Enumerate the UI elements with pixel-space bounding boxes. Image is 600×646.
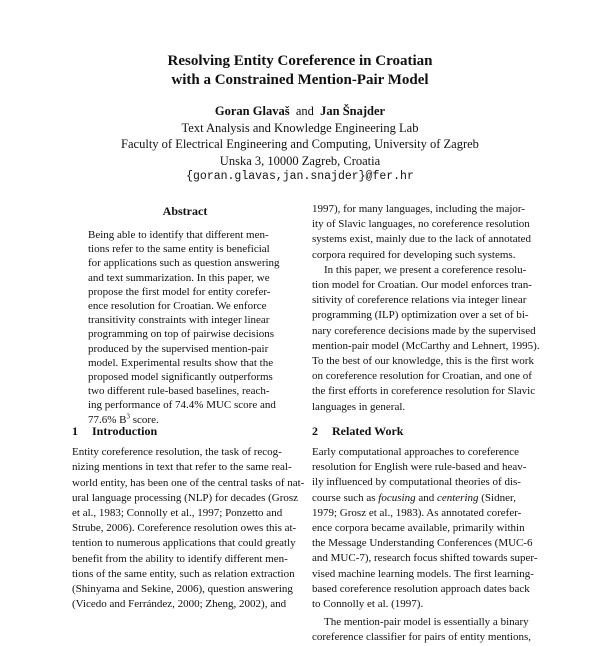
abstract-heading: Abstract [162,204,208,218]
abstract-body [88,228,284,427]
abstract-line: transitivity constraints with integer linear [88,314,270,327]
title-line: Resolving Entity Coreference in Croatian [167,53,433,69]
body-line: (Shinyama and Sekine, 2006), question answering [72,583,293,596]
body-line-mixed [312,491,538,506]
body-line: et al., 1983; Connolly et al., 1997; Ponzetto and [72,507,283,520]
body-line: Entity coreference resolution, the task of recog- [72,446,282,459]
abstract-line: model. Experimental results show that the [88,356,274,369]
text-run: course such as [312,491,379,504]
abstract-line: propose the first model for entity corefer- [88,285,271,298]
body-line: benefit from the ability to identify different men- [72,552,288,565]
body-line: sitivity of coreference relations via integer linear [312,294,527,307]
right-column [312,202,538,646]
body-line: In this paper, we present a coreference resolu- [324,263,527,276]
body-line: tention to numerous applications that could greatly [72,537,296,550]
title-line: with a Constrained Mention-Pair Model [171,72,429,88]
section-heading-related-work [312,424,538,439]
body-line: The mention-pair model is essentially a binary [324,616,529,629]
body-line: the first efforts in coreference resolution for Slavic [312,385,536,398]
body-line: (Vicedo and Ferrández, 2000; Zheng, 2002), and [72,598,287,611]
body-line: programming (ILP) optimization over a set of bi- [312,309,529,322]
body-line: tions of the same entity, such as relation extraction [72,567,295,580]
author-2: Jan Šnajder [320,104,386,118]
paper-title [0,52,600,90]
body-line: the Message Understanding Conferences (MUC-6 [312,537,533,550]
body-line: coreference classifier for pairs of entity mentions, [312,631,531,644]
body-line: mention-pair model (McCarthy and Lehnert, 1995). [312,339,540,352]
affiliation-address: Unska 3, 10000 Zagreb, Croatia [219,153,381,168]
body-line: tion model for Croatian. Our model enforces tran- [312,279,532,292]
abstract-line: and text summarization. In this paper, we [88,271,270,284]
abstract-line: Being able to identify that different men- [88,229,269,241]
author-email: {goran.glavas,jan.snajder}@fer.hr [186,170,414,183]
section-number: 2 [312,423,318,438]
affiliation-lab: Text Analysis and Knowledge Engineering Lab [181,120,419,135]
body-line: on coreference resolution for Croatian, and one of [312,370,532,383]
body-line: ence corpora became available, primarily within [312,522,525,535]
body-line: nary coreference decisions made by the supervised [312,324,536,337]
text-run: and [415,491,437,504]
italic-term-centering: centering [436,491,479,504]
body-line: To the best of our knowledge, this is the first work [312,355,534,368]
affiliation-faculty: Faculty of Electrical Engineering and Computing, University of Zagreb [121,137,479,151]
abstract-score-text: 77.6% B [88,413,127,426]
body-line: languages in general. [312,400,406,413]
section-title: Introduction [92,424,158,438]
body-line: to Connolly et al. (1997). [312,598,424,611]
abstract-line: for applications such as question answering [88,257,280,270]
author-block [0,103,600,186]
abstract-line: tions refer to the same entity is beneficial [88,243,270,256]
abstract-superscript: 3 [126,411,130,420]
body-line: ily influenced by computational theories of dis- [312,476,521,489]
body-line: Early computational approaches to coreference [312,446,520,459]
body-line: and MUC-7), research focus shifted towards super- [312,552,538,565]
abstract-line: proposed model significantly outperforms [88,371,273,384]
abstract-line: programming on top of pairwise decisions [88,328,275,341]
abstract-line: two different rule-based baselines, reach- [88,385,270,398]
text-run: (Sidner, [478,491,516,504]
section-title: Related Work [332,423,404,438]
section-heading-introduction [72,424,298,439]
body-line: nizing mentions in text that refer to the same real- [72,461,292,474]
body-line: world entity, has been one of the central tasks of nat- [72,476,305,489]
author-and: and [295,104,314,118]
body-line: ural language processing (NLP) for decades (Grosz [72,491,299,504]
abstract-line: produced by the supervised mention-pair [88,342,269,355]
abstract-score-suffix: score. [130,413,159,426]
body-line: ity of Slavic languages, no coreference resolution [312,218,530,231]
author-1: Goran Glavaš [214,104,290,118]
body-line: vised machine learning models. The first learning- [312,567,534,580]
body-line: corpora required for developing such systems. [312,248,516,261]
body-line: Strube, 2006). Coreference resolution owes this at- [72,522,297,535]
abstract-line: ence resolution for Croatian. We enforce [88,300,267,313]
body-line: 1979; Grosz et al., 1983). As annotated corefer- [312,506,522,519]
introduction-section [72,424,305,612]
body-line: resolution for English were rule-based and heav- [312,461,527,474]
italic-term-focusing: focusing [378,491,416,504]
body-line: based coreference resolution approach dates back [312,582,530,595]
body-line: 1997), for many languages, including the major- [312,203,526,215]
author-names [0,103,600,120]
abstract-line: ing performance of 74.4% MUC score and [88,399,276,412]
section-number: 1 [72,424,78,438]
body-line: systems exist, mainly due to the lack of annotated [312,233,532,246]
